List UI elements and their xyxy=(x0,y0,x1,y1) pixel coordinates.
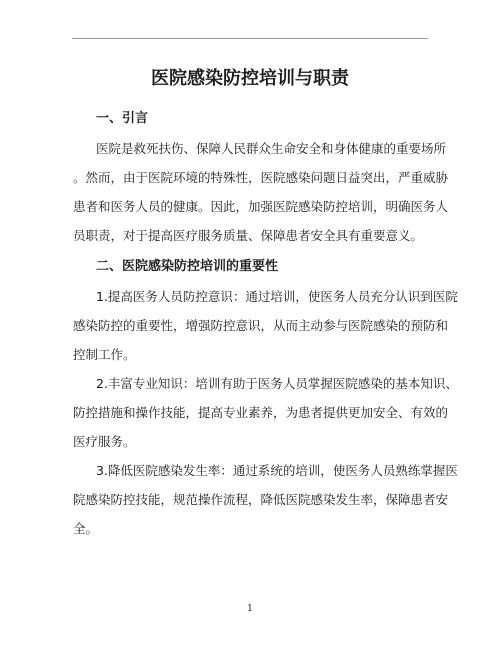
list-item-line: 医疗服务。 xyxy=(73,434,136,449)
paragraph-line: 患者和医务人员的健康。因此，加强医院感染防控培训，明确医务人 xyxy=(73,199,449,214)
list-item-line: 控制工作。 xyxy=(73,347,136,362)
paragraph-line: 医院是救死扶伤、保障人民群众生命安全和身体健康的重要场所 xyxy=(96,141,447,156)
header-rule xyxy=(72,38,428,39)
page-number: 1 xyxy=(247,604,253,614)
section-heading-introduction: 一、引言 xyxy=(96,111,149,126)
list-item-line: 防控措施和操作技能，提高专业素养，为患者提供更加安全、有效的 xyxy=(73,405,449,420)
section-heading-importance: 二、医院感染防控培训的重要性 xyxy=(96,259,279,274)
list-item-line: 2.丰富专业知识：培训有助于医务人员掌握医院感染的基本知识、 xyxy=(96,376,458,391)
document-title: 医院感染防控培训与职责 xyxy=(151,68,349,89)
list-item-line: 感染防控的重要性，增强防控意识，从而主动参与医院感染的预防和 xyxy=(73,318,449,333)
paragraph-line: 员职责，对于提高医疗服务质量、保障患者安全具有重要意义。 xyxy=(73,228,424,243)
paragraph-line: 。然而，由于医院环境的特殊性，医院感染问题日益突出，严重威胁 xyxy=(73,170,449,185)
list-item-line: 院感染防控技能，规范操作流程，降低医院感染发生率，保障患者安 xyxy=(73,492,449,507)
list-item-line: 全。 xyxy=(73,521,99,536)
list-item-line: 1.提高医务人员防控意识：通过培训，使医务人员充分认识到医院 xyxy=(96,289,458,304)
list-item-line: 3.降低医院感染发生率：通过系统的培训，使医务人员熟练掌握医 xyxy=(96,463,458,478)
